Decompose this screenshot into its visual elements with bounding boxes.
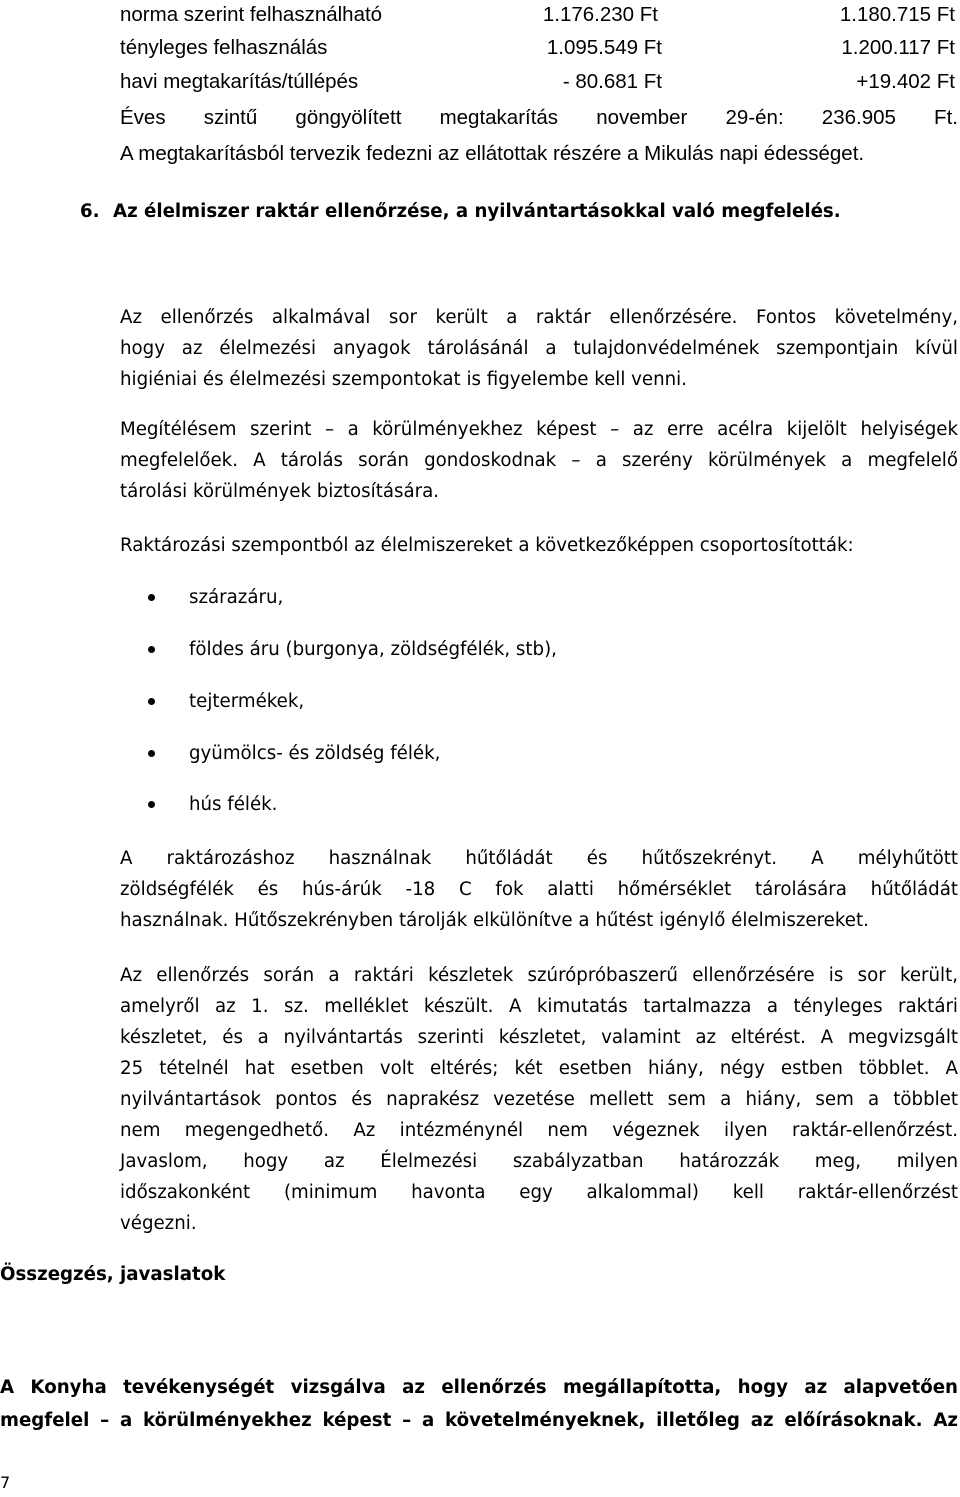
paragraph-line: nyilvántartások pontos és naprakész vezetése mellett sem a hiány, sem a többlet [120,1089,958,1110]
bullet-icon [148,698,155,705]
paragraph-line: Az ellenőrzés során a raktári készletek szúrópróbaszerű ellenőrzésére is sor került, [120,965,958,986]
paragraph-line: Javaslom, hogy az Élelmezési szabályzatban határozzák meg, milyen [120,1151,958,1172]
conclusion-line: A Konyha tevékenységét vizsgálva az ellenőrzés megállapította, hogy az alapvetően [0,1377,958,1398]
paragraph-line: tárolási körülmények biztosítására. [120,481,439,502]
paragraph-line: zöldségfélék és hús-árúk -18 C fok alatti hőmérséklet tárolására hűtőládát [120,879,958,900]
paragraph-line: higiéniai és élelmezési szempontokat is figyelembe kell venni. [120,369,688,390]
paragraph-line: használnak. Hűtőszekrényben tárolják elkülönítve a hűtést igénylő élelmiszereket. [120,910,869,931]
finance-label: tényleges felhasználás [120,36,328,59]
paragraph-line: Raktározási szempontból az élelmiszereket a következőképpen csoportosították: [120,535,854,556]
paragraph-line: megfelelőek. A tárolás során gondoskodnak – a szerény körülmények a megfelelő [120,450,958,471]
section-heading [80,196,841,227]
paragraph-line: 25 tételnél hat esetben volt eltérés; két esetben hiány, négy estben többlet. A [120,1058,958,1079]
paragraph-line: A raktározáshoz használnak hűtőládát és hűtőszekrényt. A mélyhűtött [120,848,958,869]
bullet-icon [148,594,155,601]
paragraph-line: nem megengedhető. Az intézménynél nem végeznek ilyen raktár-ellenőrzést. [120,1120,958,1141]
paragraph-line: Az ellenőrzés alkalmával sor került a raktár ellenőrzésére. Fontos követelmény, [120,307,958,328]
paragraph-line: hogy az élelmezési anyagok tárolásánál a tulajdonvédelmének szempontjain kívül [120,338,958,359]
bullet-icon [148,801,155,808]
paragraph-line: időszakonként (minimum havonta egy alkalommal) kell raktár-ellenőrzést [120,1182,958,1203]
paragraph-line: Megítélésem szerint – a körülményekhez képest – az erre acélra kijelölt helyiségek [120,419,958,440]
mikulas-line: A megtakarításból tervezik fedezni az ellátottak részére a Mikulás napi édességet. [120,142,865,165]
paragraph-line: készletet, és a nyilvántartás szerinti készletet, valamint az eltérést. A megvizsgált [120,1027,958,1048]
finance-label: havi megtakarítás/túllépés [120,70,359,93]
section-number: 6. [80,201,100,222]
bullet-icon [148,750,155,757]
savings-line: Éves szintű göngyölített megtakarítás november 29-én: 236.905 Ft. [120,106,958,129]
summary-heading: Összegzés, javaslatok [0,1264,226,1285]
bullet-icon [148,646,155,653]
paragraph-line: végezni. [120,1213,197,1234]
paragraph-line: amelyről az 1. sz. melléklet készült. A kimutatás tartalmazza a tényleges raktári [120,996,958,1017]
page-number: 7 [0,1473,11,1492]
section-title: Az élelmiszer raktár ellenőrzése, a nyilvántartásokkal való megfelelés. [113,201,841,222]
finance-label: norma szerint felhasználható [120,3,383,26]
conclusion-line: megfelel – a körülményekhez képest – a követelményeknek, illetőleg az előírásoknak. Az [0,1410,958,1431]
